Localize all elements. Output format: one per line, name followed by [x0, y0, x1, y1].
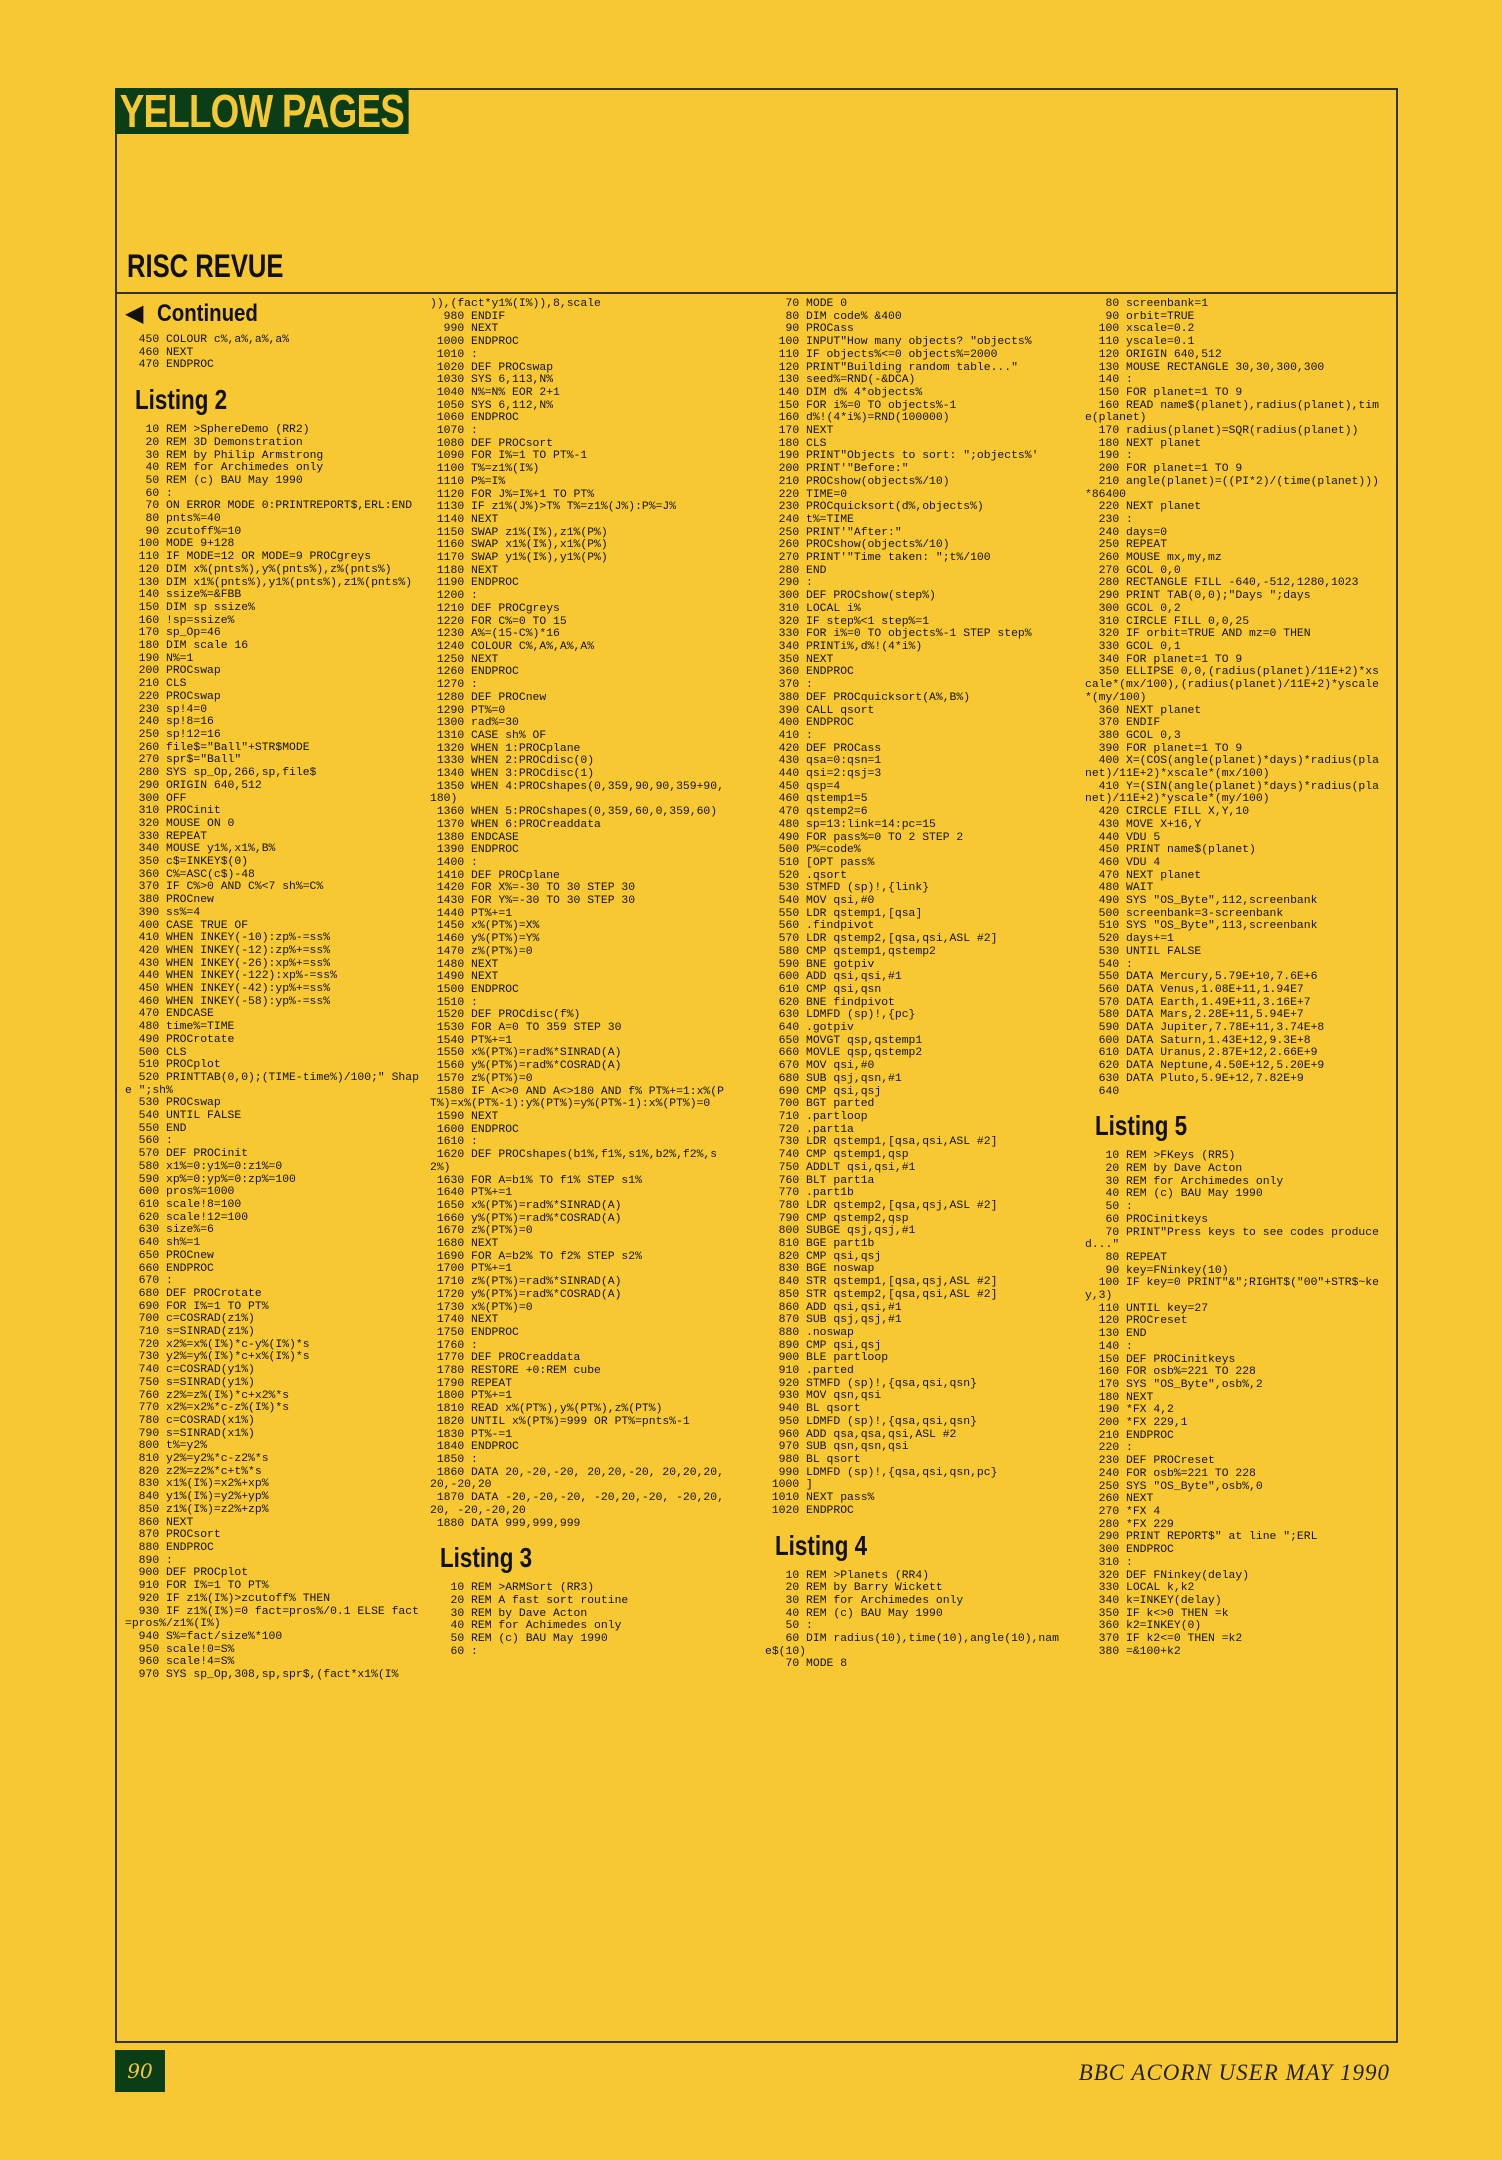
subsection-title: RISC REVUE	[127, 248, 284, 284]
code-block-listing4-part2: 80 screenbank=1 90 orbit=TRUE 100 xscale=0.2 110 yscale=0.1 120 ORIGIN 640,512 130 MOUSE RECTANGLE 30,30,300,300 140 : 150 FOR planet=1 TO 9 160 READ name$(planet),radius(planet),time(planet) 170 radius(planet)=SQR(radius(planet)) 180 NEXT planet 190 : 200 FOR planet=1 TO 9 210 angle(planet)=((PI*2)/(time(planet)))*86400 220 NEXT planet 230 : 240 days=0 250 REPEAT 260 MOUSE mx,my,mz 270 GCOL 0,0 280 RECTANGLE FILL -640,-512,1280,1023 290 PRINT TAB(0,0);"Days ";days 300 GCOL 0,2 310 CIRCLE FILL 0,0,25 320 IF orbit=TRUE AND mz=0 THEN 330 GCOL 0,1 340 FOR planet=1 TO 9 350 ELLIPSE 0,0,(radius(planet)/11E+2)*xscale*(mx/100),(radius(planet)/11E+2)*yscale*(my/100) 360 NEXT planet 370 ENDIF 380 GCOL 0,3 390 FOR planet=1 TO 9 400 X=(COS(angle(planet)*days)*radius(planet)/11E+2)*xscale*(mx/100) 410 Y=(SIN(angle(planet)*days)*radius(planet)/11E+2)*yscale*(my/100) 420 CIRCLE FILL X,Y,10 430 MOVE X+16,Y 440 VDU 5 450 PRINT name$(planet) 460 VDU 4 470 NEXT planet 480 WAIT 490 SYS "OS_Byte",112,screenbank 500 screenbank=3-screenbank 510 SYS "OS_Byte",113,screenbank 520 days+=1 530 UNTIL FALSE 540 : 550 DATA Mercury,5.79E+10,7.6E+6 560 DATA Venus,1.08E+11,1.94E7 570 DATA Earth,1.49E+11,3.16E+7 580 DATA Mars,2.28E+11,5.94E+7 590 DATA Jupiter,7.78E+11,3.74E+8 600 DATA Saturn,1.43E+12,9.3E+8 610 DATA Uranus,2.87E+12,2.66E+9 620 DATA Neptune,4.50E+12,5.20E+9 630 DATA Pluto,5.9E+12,7.82E+9 640	[1085, 298, 1379, 1098]
listing-5-heading: Listing 5	[1095, 1110, 1188, 1142]
page-number: 90	[115, 2050, 165, 2092]
header-rule	[115, 292, 1398, 294]
code-block-listing3-part2: 70 MODE 0 80 DIM code% &400 90 PROCass 100 INPUT"How many objects? "objects% 110 IF objects%<=0 objects%=2000 120 PRINT"Building random table..." 130 seed%=RND(-&DCA) 140 DIM d% 4*objects% 150 FOR i%=0 TO objects%-1 160 d%!(4*i%)=RND(100000) 170 NEXT 180 CLS 190 PRINT"Objects to sort: ";objects%' 200 PRINT'"Before:" 210 PROCshow(objects%/10) 220 TIME=0 230 PROCquicksort(d%,objects%) 240 t%=TIME 250 PRINT'"After:" 260 PROCshow(objects%/10) 270 PRINT'"Time taken: ";t%/100 280 END 290 : 300 DEF PROCshow(step%) 310 LOCAL i% 320 IF step%<1 step%=1 330 FOR i%=0 TO objects%-1 STEP step% 340 PRINTi%,d%!(4*i%) 350 NEXT 360 ENDPROC 370 : 380 DEF PROCquicksort(A%,B%) 390 CALL qsort 400 ENDPROC 410 : 420 DEF PROCass 430 qsa=0:qsn=1 440 qsi=2:qsj=3 450 qsp=4 460 qstemp1=5 470 qstemp2=6 480 sp=13:link=14:pc=15 490 FOR pass%=0 TO 2 STEP 2 500 P%=code% 510 [OPT pass% 520 .qsort 530 STMFD (sp)!,{link} 540 MOV qsi,#0 550 LDR qstemp1,[qsa] 560 .findpivot 570 LDR qstemp2,[qsa,qsi,ASL #2] 580 CMP qstemp1,qstemp2 590 BNE gotpiv 600 ADD qsi,qsi,#1 610 CMP qsi,qsn 620 BNE findpivot 630 LDMFD (sp)!,{pc} 640 .gotpiv 650 MOVGT qsp,qstemp1 660 MOVLE qsp,qstemp2 670 MOV qsi,#0 680 SUB qsj,qsn,#1 690 CMP qsi,qsj 700 BGT parted 710 .partloop 720 .part1a 730 LDR qstemp1,[qsa,qsi,ASL #2] 740 CMP qstemp1,qsp 750 ADDLT qsi,qsi,#1 760 BLT part1a 770 .part1b 780 LDR qstemp2,[qsa,qsj,ASL #2] 790 CMP qstemp2,qsp 800 SUBGE qsj,qsj,#1 810 BGE part1b 820 CMP qsi,qsj 830 BGE noswap 840 STR qstemp1,[qsa,qsj,ASL #2] 850 STR qstemp2,[qsa,qsi,ASL #2] 860 ADD qsi,qsi,#1 870 SUB qsj,qsj,#1 880 .noswap 890 CMP qsi,qsj 900 BLE partloop 910 .parted 920 STMFD (sp)!,{qsa,qsi,qsn} 930 MOV qsn,qsi 940 BL qsort 950 LDMFD (sp)!,{qsa,qsi,qsn} 960 ADD qsa,qsa,qsi,ASL #2 970 SUB qsn,qsn,qsi 980 BL qsort 990 LDMFD (sp)!,{qsa,qsi,qsn,pc} 1000 ] 1010 NEXT pass% 1020 ENDPROC	[771, 298, 1039, 1517]
section-tag: YELLOW PAGES	[115, 88, 409, 134]
column-2	[430, 298, 730, 2038]
code-block-listing5: 10 REM >FKeys (RR5) 20 REM by Dave Acton 30 REM for Archimedes only 40 REM (c) BAU May 1990 50 : 60 PROCinitkeys 70 PRINT"Press keys to see codes produced..." 80 REPEAT 90 key=FNinkey(10) 100 IF key=0 PRINT"&";RIGHT$("00"+STR$~key,3) 110 UNTIL key=27 120 PROCreset 130 END 140 : 150 DEF PROCinitkeys 160 FOR osb%=221 TO 228 170 SYS "OS_Byte",osb%,2 180 NEXT 190 *FX 4,2 200 *FX 229,1 210 ENDPROC 220 : 230 DEF PROCreset 240 FOR osb%=221 TO 228 250 SYS "OS_Byte",osb%,0 260 NEXT 270 *FX 4 280 *FX 229 290 PRINT REPORT$" at line ";ERL 300 ENDPROC 310 : 320 DEF FNinkey(delay) 330 LOCAL k,k2 340 k=INKEY(delay) 350 IF k<>0 THEN =k 360 k2=INKEY(0) 370 IF k2<=0 THEN =k2 380 =&100+k2	[1085, 1150, 1379, 1658]
listing-2-heading: Listing 2	[135, 384, 228, 416]
column-4	[1085, 298, 1385, 2038]
continued-label: Continued	[157, 300, 259, 327]
listing-3-heading: Listing 3	[440, 1542, 533, 1574]
code-block-listing4-part1: 10 REM >Planets (RR4) 20 REM by Barry Wickett 30 REM for Archimedes only 40 REM (c) BAU May 1990 50 : 60 DIM radius(10),time(10),angle(10),name$(10) 70 MODE 8	[765, 1569, 1059, 1671]
code-block-listing3-part1: 10 REM >ARMSort (RR3) 20 REM A fast sort routine 30 REM by Dave Acton 40 REM for Achimedes only 50 REM (c) BAU May 1990 60 :	[450, 1582, 629, 1658]
code-block-listing1-end: 450 COLOUR c%,a%,a%,a% 460 NEXT 470 ENDPROC	[138, 334, 290, 372]
continued-marker	[125, 300, 425, 328]
column-3	[765, 298, 1065, 2038]
triangle-left-icon: ◀	[125, 300, 144, 327]
footer-title: BBC ACORN USER MAY 1990	[1078, 2060, 1390, 2085]
listing-4-heading: Listing 4	[775, 1529, 868, 1561]
column-1	[125, 298, 425, 2038]
code-block-listing2-part2: )),(fact*y1%(I%)),8,scale 980 ENDIF 990 NEXT 1000 ENDPROC 1010 : 1020 DEF PROCswap 1030 SYS 6,113,N% 1040 N%=N% EOR 2+1 1050 SYS 6,112,N% 1060 ENDPROC 1070 : 1080 DEF PROCsort 1090 FOR I%=1 TO PT%-1 1100 T%=z1%(I%) 1110 P%=I% 1120 FOR J%=I%+1 TO PT% 1130 IF z1%(J%)>T% T%=z1%(J%):P%=J% 1140 NEXT 1150 SWAP z1%(I%),z1%(P%) 1160 SWAP x1%(I%),x1%(P%) 1170 SWAP y1%(I%),y1%(P%) 1180 NEXT 1190 ENDPROC 1200 : 1210 DEF PROCgreys 1220 FOR C%=0 TO 15 1230 A%=(15-C%)*16 1240 COLOUR C%,A%,A%,A% 1250 NEXT 1260 ENDPROC 1270 : 1280 DEF PROCnew 1290 PT%=0 1300 rad%=30 1310 CASE sh% OF 1320 WHEN 1:PROCplane 1330 WHEN 2:PROCdisc(0) 1340 WHEN 3:PROCdisc(1) 1350 WHEN 4:PROCshapes(0,359,90,90,359+90,180) 1360 WHEN 5:PROCshapes(0,359,60,0,359,60) 1370 WHEN 6:PROCreaddata 1380 ENDCASE 1390 ENDPROC 1400 : 1410 DEF PROCplane 1420 FOR X%=-30 TO 30 STEP 30 1430 FOR Y%=-30 TO 30 STEP 30 1440 PT%+=1 1450 x%(PT%)=X% 1460 y%(PT%)=Y% 1470 z%(PT%)=0 1480 NEXT 1490 NEXT 1500 ENDPROC 1510 : 1520 DEF PROCdisc(f%) 1530 FOR A=0 TO 359 STEP 30 1540 PT%+=1 1550 x%(PT%)=rad%*SINRAD(A) 1560 y%(PT%)=rad%*COSRAD(A) 1570 z%(PT%)=0 1580 IF A<>0 AND A<>180 AND f% PT%+=1:x%(PT%)=x%(PT%-1):y%(PT%)=y%(PT%-1):x%(PT%)=0 1590 NEXT 1600 ENDPROC 1610 : 1620 DEF PROCshapes(b1%,f1%,s1%,b2%,f2%,s2%) 1630 FOR A=b1% TO f1% STEP s1% 1640 PT%+=1 1650 x%(PT%)=rad%*SINRAD(A) 1660 y%(PT%)=rad%*COSRAD(A) 1670 z%(PT%)=0 1680 NEXT 1690 FOR A=b2% TO f2% STEP s2% 1700 PT%+=1 1710 z%(PT%)=rad%*SINRAD(A) 1720 y%(PT%)=rad%*COSRAD(A) 1730 x%(PT%)=0 1740 NEXT 1750 ENDPROC 1760 : 1770 DEF PROCreaddata 1780 RESTORE +0:REM cube 1790 REPEAT 1800 PT%+=1 1810 READ x%(PT%),y%(PT%),z%(PT%) 1820 UNTIL x%(PT%)=999 OR PT%=pnts%-1 1830 PT%-=1 1840 ENDPROC 1850 : 1860 DATA 20,-20,-20, 20,20,-20, 20,20,20, 20,-20,20 1870 DATA -20,-20,-20, -20,20,-20, -20,20,20, -20,-20,20 1880 DATA 999,999,999	[430, 298, 724, 1530]
code-block-listing2-part1: 10 REM >SphereDemo (RR2) 20 REM 3D Demonstration 30 REM by Philip Armstrong 40 REM for Archimedes only 50 REM (c) BAU May 1990 60 : 70 ON ERROR MODE 0:PRINTREPORT$,ERL:END 80 pnts%=40 90 zcutoff%=10 100 MODE 9+128 110 IF MODE=12 OR MODE=9 PROCgreys 120 DIM x%(pnts%),y%(pnts%),z%(pnts%) 130 DIM x1%(pnts%),y1%(pnts%),z1%(pnts%) 140 ssize%=&FBB 150 DIM sp ssize% 160 !sp=ssize% 170 sp_Op=46 180 DIM scale 16 190 N%=1 200 PROCswap 210 CLS 220 PROCswap 230 sp!4=0 240 sp!8=16 250 sp!12=16 260 file$="Ball"+STR$MODE 270 spr$="Ball" 280 SYS sp_Op,266,sp,file$ 290 ORIGIN 640,512 300 OFF 310 PROCinit 320 MOUSE ON 0 330 REPEAT 340 MOUSE y1%,x1%,B% 350 c$=INKEY$(0) 360 C%=ASC(c$)-48 370 IF C%>0 AND C%<7 sh%=C% 380 PROCnew 390 ss%=4 400 CASE TRUE OF 410 WHEN INKEY(-10):zp%-=ss% 420 WHEN INKEY(-12):zp%+=ss% 430 WHEN INKEY(-26):xp%+=ss% 440 WHEN INKEY(-122):xp%-=ss% 450 WHEN INKEY(-42):yp%+=ss% 460 WHEN INKEY(-58):yp%-=ss% 470 ENDCASE 480 time%=TIME 490 PROCrotate 500 CLS 510 PROCplot 520 PRINTTAB(0,0);(TIME-time%)/100;" Shape ";sh% 530 PROCswap 540 UNTIL FALSE 550 END 560 : 570 DEF PROCinit 580 x1%=0:y1%=0:z1%=0 590 xp%=0:yp%=0:zp%=100 600 pros%=1000 610 scale!8=100 620 scale!12=100 630 size%=6 640 sh%=1 650 PROCnew 660 ENDPROC 670 : 680 DEF PROCrotate 690 FOR I%=1 TO PT% 700 c=COSRAD(z1%) 710 s=SINRAD(z1%) 720 x2%=x%(I%)*c-y%(I%)*s 730 y2%=y%(I%)*c+x%(I%)*s 740 c=COSRAD(y1%) 750 s=SINRAD(y1%) 760 z2%=z%(I%)*c+x2%*s 770 x2%=x2%*c-z%(I%)*s 780 c=COSRAD(x1%) 790 s=SINRAD(x1%) 800 t%=y2% 810 y2%=y2%*c-z2%*s 820 z2%=z2%*c+t%*s 830 x1%(I%)=x2%+xp% 840 y1%(I%)=y2%+yp% 850 z1%(I%)=z2%+zp% 860 NEXT 870 PROCsort 880 ENDPROC 890 : 900 DEF PROCplot 910 FOR I%=1 TO PT% 920 IF z1%(I%)>zcutoff% THEN 930 IF z1%(I%)=0 fact=pros%/0.1 ELSE fact=pros%/z1%(I%) 940 S%=fact/size%*100 950 scale!0=S% 960 scale!4=S% 970 SYS sp_Op,308,sp,spr$,(fact*x1%(I%	[125, 424, 419, 1682]
